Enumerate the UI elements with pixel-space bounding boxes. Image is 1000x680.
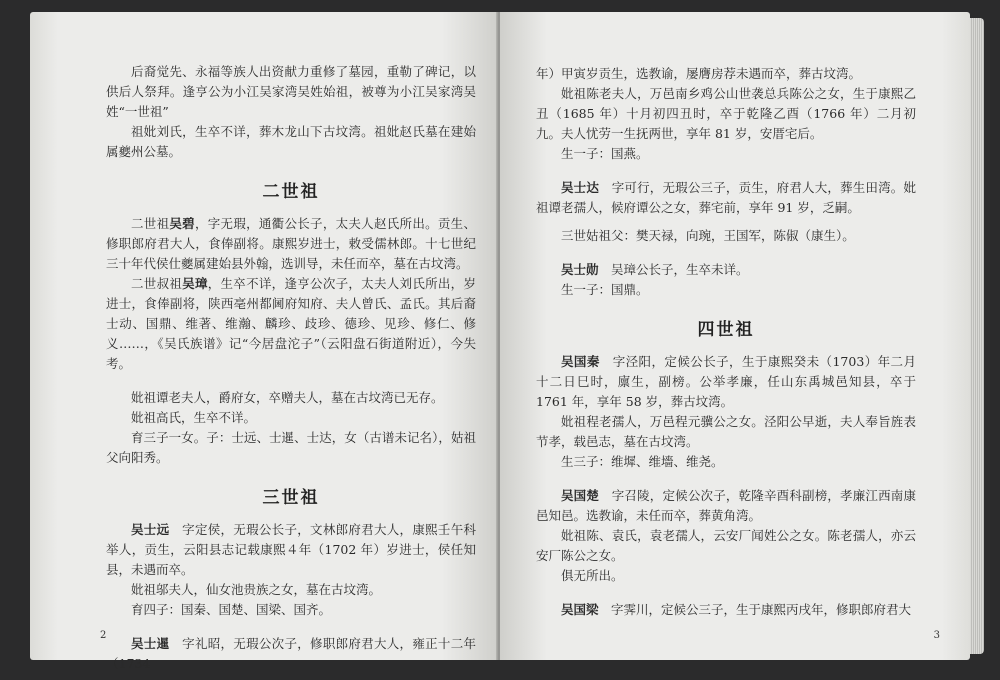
paragraph: 生一子：国燕。 (561, 146, 649, 161)
paragraph: 俱无所出。 (561, 568, 624, 583)
paragraph-text: 字定侯，无瑕公长子，文林郎府君大人，康熙壬午科举人，贡生，云阳县志记载康熙４年（1702 年）岁进士，侯任知县，未遇而卒。 (106, 522, 476, 577)
person-name: 吴国秦 (561, 354, 600, 369)
page-number: 3 (933, 630, 940, 641)
paragraph-lead: 二世祖 (131, 216, 170, 231)
person-name: 吴璋 (182, 276, 208, 291)
open-book (30, 12, 980, 671)
paragraph-text: 字召陵，定候公次子，乾隆辛酉科副榜，孝廉江西南康邑知邑。选教谕，未任而卒，葬黄角湾。 (536, 488, 916, 523)
paragraph: 妣祖谭老夫人，爵府女，卒赠夫人，墓在古坟湾已无存。 (131, 390, 444, 405)
paragraph-text: 字礼昭，无瑕公次子，修职郎府君大人，雍正十二年（1734 (106, 636, 476, 671)
paragraph-text: 字霁川，定候公三子，生于康熙丙戌年，修职郎府君大 (598, 602, 912, 617)
section-heading-sishizu: 四世祖 (697, 320, 755, 340)
left-page (30, 12, 498, 671)
paragraph: 妣祖陈老夫人，万邑南乡鸡公山世袭总兵陈公之女，生于康熙乙丑（1685 年）十月初四丑时，卒于乾隆乙酉（1766 年）二月初九。夫人忧劳一生抚两世，享年 81 岁，安厝宅后。 (536, 86, 916, 141)
page-edges (970, 18, 984, 654)
paragraph (106, 634, 476, 674)
paragraph (536, 600, 916, 620)
page-number: 2 (100, 630, 107, 641)
paragraph: 妣祖程老孺人，万邑程元骥公之女。泾阳公早逝，夫人奉旨旌表节孝，载邑志，墓在古坟湾。 (536, 414, 916, 449)
paragraph (536, 352, 916, 412)
paragraph: 妣祖陈、袁氏，袁老孺人，云安厂闻姓公之女。陈老孺人，亦云安厂陈公之女。 (536, 528, 916, 563)
paragraph: 育四子：国秦、国楚、国梁、国齐。 (131, 602, 332, 617)
person-name: 吴士达 (561, 180, 600, 195)
paragraph: 妣祖高氏，生卒不详。 (131, 410, 257, 425)
paragraph: 生一子：国鼎。 (561, 282, 649, 297)
paragraph-text: ，字无瑕，通衢公长子，太夫人赵氏所出。贡生、修职郎府君大人，食俸副将。康熙岁进士，敕受儒林郎。十七世纪三十年代侯仕夔属建始县外翰，选训导，未任而卒，墓在古坟湾。 (106, 216, 476, 271)
paragraph: 三世姑祖父：樊天禄，向琬，王国军，陈俶（康生）。 (561, 228, 855, 243)
right-page (500, 12, 970, 660)
paragraph (106, 214, 476, 274)
person-name: 吴国楚 (561, 488, 600, 503)
paragraph: 生三子：维墀、维墻、维尧。 (561, 454, 724, 469)
paragraph-text: ，生卒不详，逢亨公次子，太夫人刘氏所出，岁进士，食俸副将，陕西亳州都阃府知府、夫人曾氏、孟氏。其后裔士动、国鼎、维著、维瀚、麟珍、歧珍、德珍、见珍、修仁、修义……，《吴氏族谱》记“今居盘沱子”（云阳盘石街道附近），今失考。 (106, 276, 476, 371)
paragraph: 妣祖邬夫人，仙女池贵族之女，墓在古坟湾。 (131, 582, 382, 597)
left-page-text (106, 62, 476, 674)
paragraph-lead: 二世叔祖 (131, 276, 183, 291)
paragraph (536, 486, 916, 526)
right-page-text (536, 64, 916, 620)
paragraph (106, 274, 476, 374)
paragraph-text: 字泾阳，定候公长子，生于康熙癸未（1703）年二月十二日巳时，廪生，副榜。公举孝廉，任山东禹城邑知县，卒于 1761 年，享年 58 岁，葬古坟湾。 (536, 354, 916, 409)
person-name: 吴碧 (169, 216, 195, 231)
person-name: 吴士勋 (561, 262, 599, 277)
paragraph: 年）甲寅岁贡生，选教谕，屡膺房荐未遇而卒，葬古坟湾。 (536, 66, 862, 81)
person-name: 吴国梁 (561, 602, 599, 617)
section-heading-sanshizu: 三世祖 (262, 488, 320, 508)
paragraph: 祖妣刘氏，生卒不详，葬木龙山下古坟湾。祖妣赵氏墓在建始属夔州公墓。 (106, 124, 476, 159)
section-heading-ershizu: 二世祖 (262, 182, 320, 202)
person-name: 吴士暹 (131, 636, 170, 651)
paragraph (536, 178, 916, 218)
paragraph-text: 吴璋公长子，生卒未详。 (598, 262, 749, 277)
person-name: 吴士远 (131, 522, 170, 537)
paragraph-text: 字可行，无瑕公三子，贡生，府君人大，葬生田湾。妣祖谭老孺人，候府谭公之女，葬宅前，享年 91 岁，乏嗣。 (536, 180, 916, 215)
paragraph: 育三子一女。子：士远、士暹、士达，女（古谱未记名），姑祖父向阳秀。 (106, 430, 476, 465)
paragraph: 后裔觉先、永福等族人出资献力重修了墓园，重勒了碑记，以供后人祭拜。逢亨公为小江吴家湾吴姓始祖，被尊为小江吴家湾吴姓“一世祖” (106, 64, 476, 119)
paragraph (106, 520, 476, 580)
paragraph (536, 260, 916, 280)
